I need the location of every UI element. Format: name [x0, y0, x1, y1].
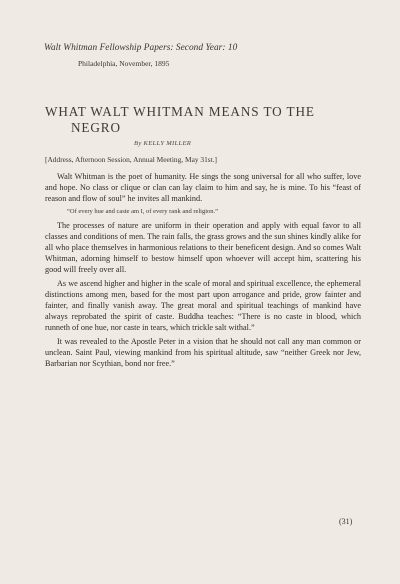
session-note: [Address, Afternoon Session, Annual Meeting, May 31st.]: [45, 155, 218, 164]
paragraph-3: As we ascend higher and higher in the scale of moral and spiritual excellence, the ephemeral distinctions among men, based for the most part upon arrogance and pride, grow fainter and fainter, and finally vanish away. The great moral and spiritual teachings of mankind have always reprobated the spirit of caste. Buddha teaches: “There is no caste in blood, which runneth of one hue, nor caste in tears, which trickle salt withal.”: [45, 279, 361, 332]
dateline: Philadelphia, November, 1895: [78, 59, 170, 68]
page-number: (31): [339, 517, 353, 526]
article-title: [45, 104, 345, 135]
paragraph-4: It was revealed to the Apostle Peter in a vision that he should not call any man common or unclean. Saint Paul, viewing mankind from his spiritual altitude, saw “neither Greek nor Jew, Barbarian nor Scythian, bond nor free.”: [45, 337, 361, 369]
byline: By KELLY MILLER: [134, 140, 192, 147]
paragraph-2: The processes of nature are uniform in their operation and apply with equal favor to all classes and conditions of men. The rain falls, the grass grows and the sun shines kindly alike for all who place themselves in harmonious relations to their beneficent design. And so comes Walt Whitman, adorning himself to bestow himself upon whoever will accept him, scattering his good will freely over all.: [45, 221, 361, 274]
article-body: [45, 172, 361, 374]
series-header: Walt Whitman Fellowship Papers: Second Year: 10: [44, 43, 238, 53]
paragraph-1: Walt Whitman is the poet of humanity. He sings the song universal for all who suffer, love and hope. No class or clique or clan can lay claim to him and say, he is mine. To his “feast of reason and flow of soul” he invites all mankind.: [45, 172, 361, 203]
poem-quote: “Of every hue and caste am I, of every rank and religion.”: [67, 208, 219, 216]
title-line-2: NEGRO: [71, 119, 121, 135]
title-line-1: WHAT WALT WHITMAN MEANS TO THE: [45, 104, 315, 119]
